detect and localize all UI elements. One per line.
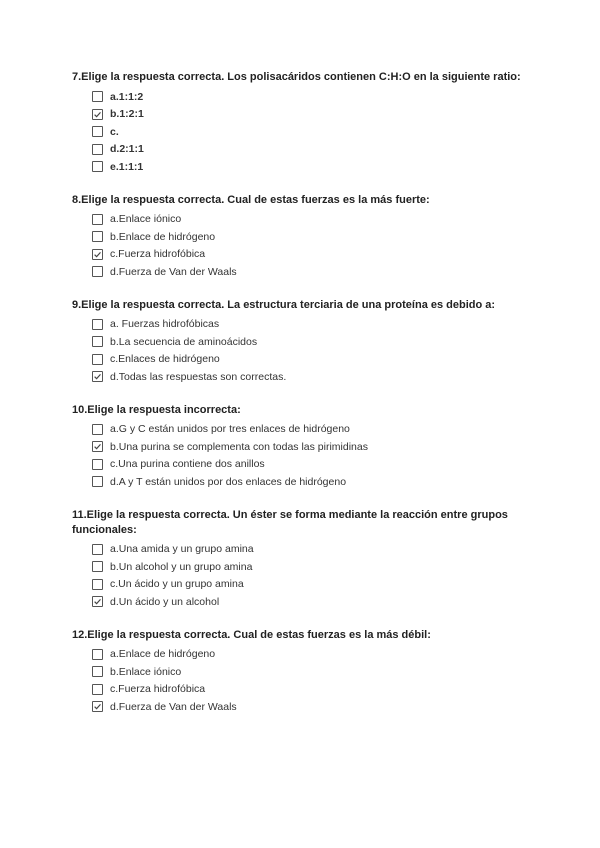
question-title: 7.Elige la respuesta correcta. Los polisacáridos contienen C:H:O en la siguiente ratio: (72, 71, 521, 83)
checkbox[interactable] (92, 371, 103, 382)
question-title: 9.Elige la respuesta correcta. La estructura terciaria de una proteína es debido a: (72, 298, 496, 311)
question-title: 11.Elige la respuesta correcta. Un éster se forma mediante la reacción entre grupos funcionales: (72, 508, 508, 536)
option-label: a.1:1:2 (110, 90, 144, 103)
checkbox[interactable] (92, 91, 103, 102)
option-e[interactable] (92, 158, 542, 176)
option-c[interactable] (92, 681, 542, 699)
option-d[interactable] (92, 263, 542, 281)
option-label: b.Enlace de hidrógeno (110, 230, 216, 243)
option-b[interactable] (92, 228, 542, 246)
option-a[interactable] (92, 646, 542, 664)
checkbox[interactable] (92, 666, 103, 677)
option-d[interactable] (92, 473, 542, 491)
question-title: 12.Elige la respuesta correcta. Cual de estas fuerzas es la más débil: (72, 628, 431, 641)
option-list (72, 316, 542, 386)
checkbox[interactable] (92, 109, 103, 120)
option-label: b.Una purina se complementa con todas las pirimidinas (110, 440, 368, 453)
option-label: d.Todas las respuestas son correctas. (110, 370, 287, 383)
option-c[interactable] (92, 246, 542, 264)
checkbox[interactable] (92, 544, 103, 555)
option-b[interactable] (92, 106, 542, 124)
option-label: a.Enlace de hidrógeno (110, 648, 216, 661)
question-7 (72, 70, 542, 176)
option-a[interactable] (92, 541, 542, 559)
option-label: a.Enlace iónico (110, 213, 182, 226)
option-label: b.Enlace iónico (110, 665, 182, 678)
checkbox[interactable] (92, 701, 103, 712)
checkbox[interactable] (92, 441, 103, 452)
option-list (72, 541, 542, 611)
option-list (72, 88, 542, 176)
checkbox[interactable] (92, 161, 103, 172)
option-label: c. (110, 125, 119, 138)
checkbox[interactable] (92, 336, 103, 347)
option-d[interactable] (92, 141, 542, 159)
checkbox[interactable] (92, 126, 103, 137)
option-label: d.Fuerza de Van der Waals (110, 265, 237, 278)
option-b[interactable] (92, 438, 542, 456)
option-label: c.Un ácido y un grupo amina (110, 578, 244, 591)
option-d[interactable] (92, 698, 542, 716)
checkbox[interactable] (92, 459, 103, 470)
option-label: d.2:1:1 (110, 143, 144, 156)
option-c[interactable] (92, 351, 542, 369)
question-11 (72, 508, 542, 611)
option-a[interactable] (92, 211, 542, 229)
option-label: a.G y C están unidos por tres enlaces de hidrógeno (110, 423, 350, 436)
option-c[interactable] (92, 456, 542, 474)
option-list (72, 646, 542, 716)
question-10 (72, 403, 542, 491)
checkbox[interactable] (92, 249, 103, 260)
option-b[interactable] (92, 558, 542, 576)
option-list (72, 211, 542, 281)
option-label: c.Enlaces de hidrógeno (110, 353, 220, 366)
checkbox[interactable] (92, 319, 103, 330)
option-label: a.Una amida y un grupo amina (110, 543, 254, 556)
option-a[interactable] (92, 316, 542, 334)
question-8 (72, 193, 542, 281)
checkbox[interactable] (92, 561, 103, 572)
option-c[interactable] (92, 576, 542, 594)
quiz-page (72, 70, 542, 733)
option-label: b.Un alcohol y un grupo amina (110, 560, 253, 573)
checkbox[interactable] (92, 684, 103, 695)
checkbox[interactable] (92, 214, 103, 225)
question-title: 10.Elige la respuesta incorrecta: (72, 403, 241, 416)
option-label: a. Fuerzas hidrofóbicas (110, 318, 220, 331)
option-label: d.Fuerza de Van der Waals (110, 700, 237, 713)
checkbox[interactable] (92, 231, 103, 242)
checkbox[interactable] (92, 144, 103, 155)
option-label: b.1:2:1 (110, 108, 144, 121)
question-9 (72, 298, 542, 386)
option-label: d.A y T están unidos por dos enlaces de hidrógeno (110, 475, 347, 488)
option-b[interactable] (92, 663, 542, 681)
checkbox[interactable] (92, 476, 103, 487)
question-title: 8.Elige la respuesta correcta. Cual de estas fuerzas es la más fuerte: (72, 193, 430, 206)
option-d[interactable] (92, 593, 542, 611)
checkbox[interactable] (92, 596, 103, 607)
option-d[interactable] (92, 368, 542, 386)
option-label: c.Una purina contiene dos anillos (110, 458, 265, 471)
checkbox[interactable] (92, 649, 103, 660)
checkbox[interactable] (92, 354, 103, 365)
checkbox[interactable] (92, 266, 103, 277)
option-label: c.Fuerza hidrofóbica (110, 248, 206, 261)
question-12 (72, 628, 542, 716)
option-label: d.Un ácido y un alcohol (110, 595, 220, 608)
option-b[interactable] (92, 333, 542, 351)
option-a[interactable] (92, 88, 542, 106)
option-label: c.Fuerza hidrofóbica (110, 683, 206, 696)
option-list (72, 421, 542, 491)
checkbox[interactable] (92, 579, 103, 590)
checkbox[interactable] (92, 424, 103, 435)
option-a[interactable] (92, 421, 542, 439)
option-label: e.1:1:1 (110, 160, 144, 173)
option-label: b.La secuencia de aminoácidos (110, 335, 258, 348)
option-c[interactable] (92, 123, 542, 141)
